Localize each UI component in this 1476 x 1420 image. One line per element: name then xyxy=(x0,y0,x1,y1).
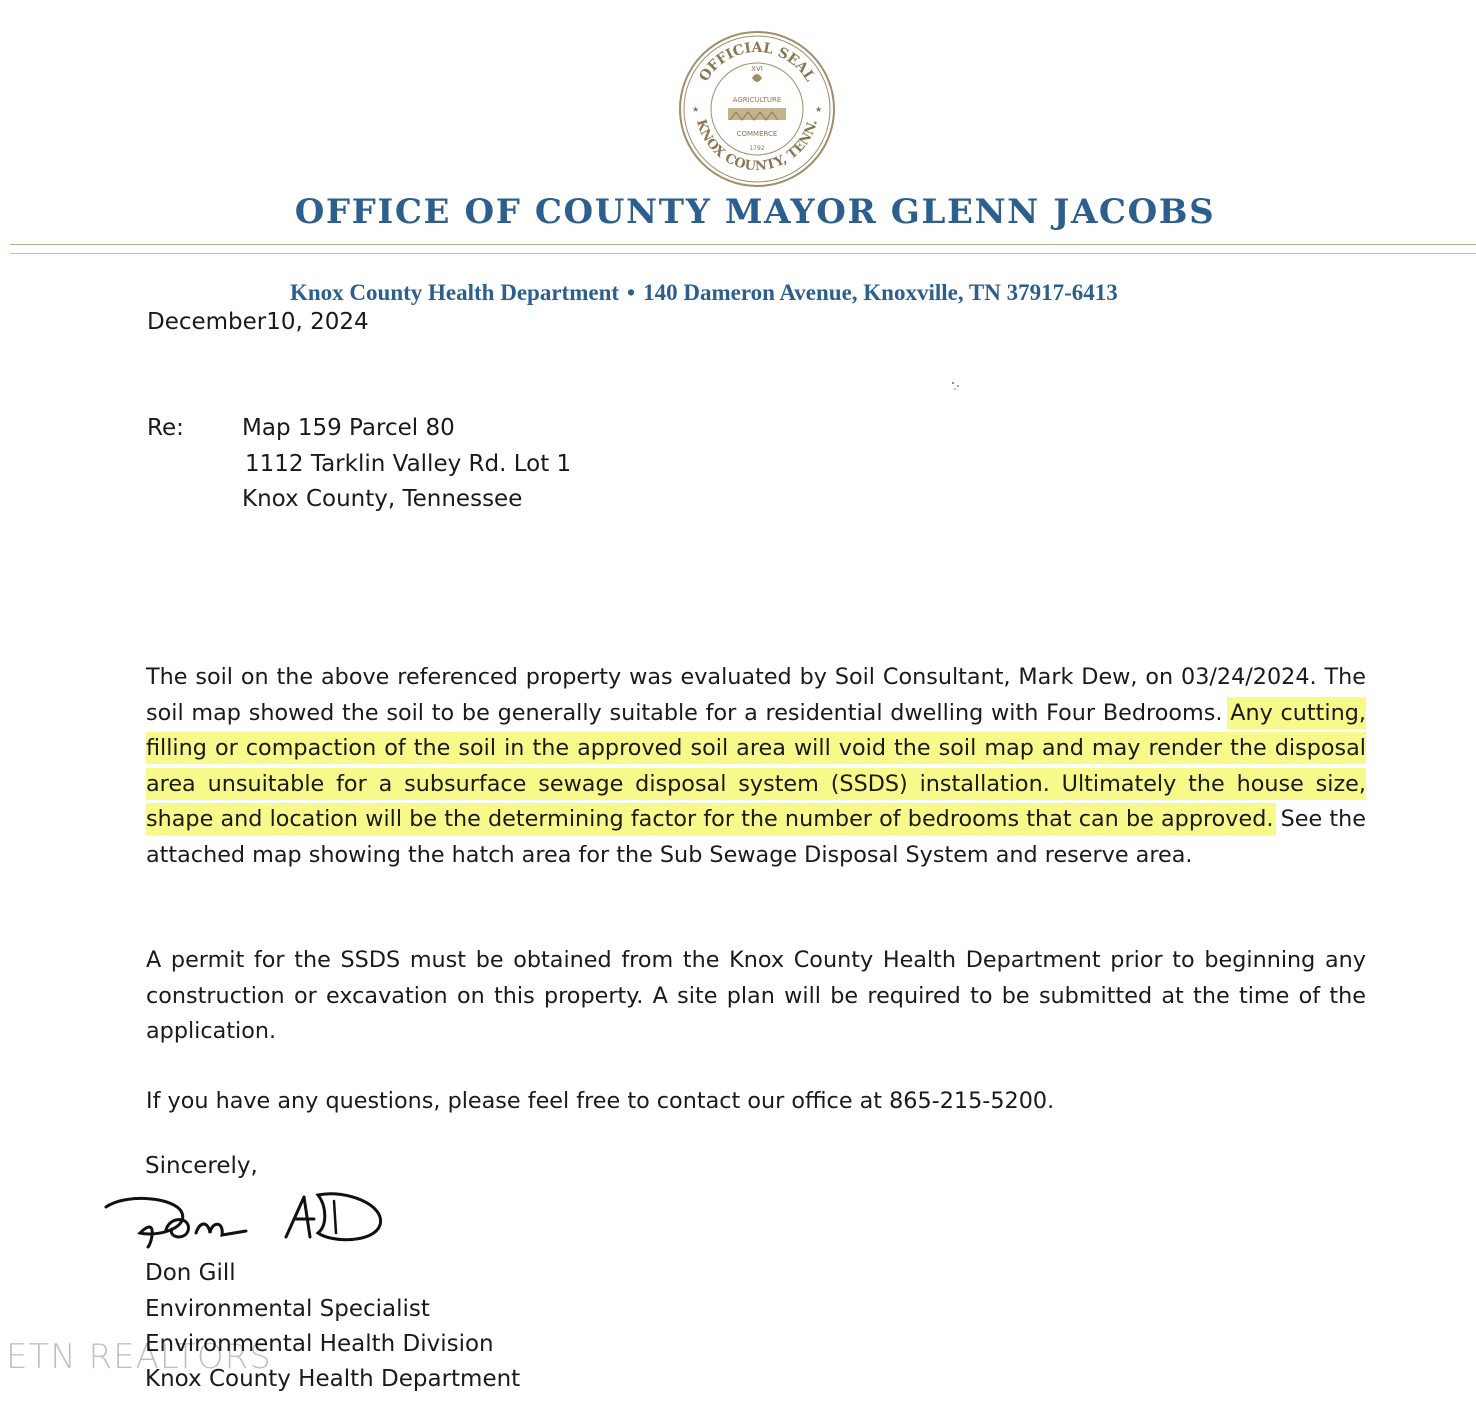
department-address: 140 Dameron Avenue, Knoxville, TN 37917-6413 xyxy=(643,280,1118,305)
signer-name: Don Gill xyxy=(145,1260,236,1286)
soil-evaluation-text: The soil on the above referenced property was evaluated by Soil Consultant, Mark Dew, on 03/24/2024. The soil map showed the soil to be generally suitable for a residential dwelling with Four Bedrooms. xyxy=(146,664,1366,726)
re-line-address: 1112 Tarklin Valley Rd. Lot 1 xyxy=(245,451,572,477)
paragraph-permit: A permit for the SSDS must be obtained from the Knox County Health Department prior to beginning any construction or excavation on this property. A site plan will be required to be submitted at the time of the application. xyxy=(146,947,1366,1044)
signer-division: Environmental Health Division xyxy=(145,1331,494,1357)
address-separator: • xyxy=(627,280,636,305)
svg-text:1792: 1792 xyxy=(749,145,765,152)
svg-text:AGRICULTURE: AGRICULTURE xyxy=(732,96,782,104)
svg-text:XVI: XVI xyxy=(751,65,763,73)
paragraph-soil-evaluation xyxy=(146,660,1366,873)
scan-speck xyxy=(950,380,964,392)
re-line-county: Knox County, Tennessee xyxy=(242,486,523,512)
office-title: OFFICE OF COUNTY MAYOR GLENN JACOBS xyxy=(294,192,1216,232)
attached-map-text: See the attached map showing the hatch area for the Sub Sewage Disposal System and reserve area. xyxy=(146,806,1366,868)
svg-text:KNOX COUNTY, TENN.: KNOX COUNTY, TENN. xyxy=(693,117,821,175)
header-rule-top xyxy=(10,244,1476,245)
signer-title: Environmental Specialist xyxy=(145,1296,430,1322)
realtor-watermark: ETN REALTORS xyxy=(6,1337,272,1377)
closing: Sincerely, xyxy=(145,1153,258,1179)
county-seal-image xyxy=(678,30,836,188)
department-address-line xyxy=(290,280,1118,306)
header-rule-bottom xyxy=(10,253,1476,254)
handwritten-signature xyxy=(96,1185,396,1255)
svg-text:COMMERCE: COMMERCE xyxy=(736,130,778,138)
letter-date: December10, 2024 xyxy=(147,309,369,335)
re-line-map-parcel: Map 159 Parcel 80 xyxy=(242,415,455,441)
highlighted-warning-text: Any cutting, filling or compaction of the soil in the approved soil area will void the soil map and may render the disposal area unsuitable for a subsurface sewage disposal system (SSDS) installation. Ultimately the house size, shape and location will be the determining factor for the number of bedrooms that can be approved. xyxy=(146,699,1366,832)
signer-department: Knox County Health Department xyxy=(145,1366,521,1392)
re-label: Re: xyxy=(147,415,184,441)
paragraph-contact: If you have any questions, please feel free to contact our office at 865-215-5200. xyxy=(146,1088,1055,1114)
svg-text:OFFICIAL SEAL: OFFICIAL SEAL xyxy=(696,39,818,85)
department-name: Knox County Health Department xyxy=(290,280,620,305)
svg-text:★: ★ xyxy=(815,105,823,114)
svg-text:★: ★ xyxy=(692,105,700,114)
